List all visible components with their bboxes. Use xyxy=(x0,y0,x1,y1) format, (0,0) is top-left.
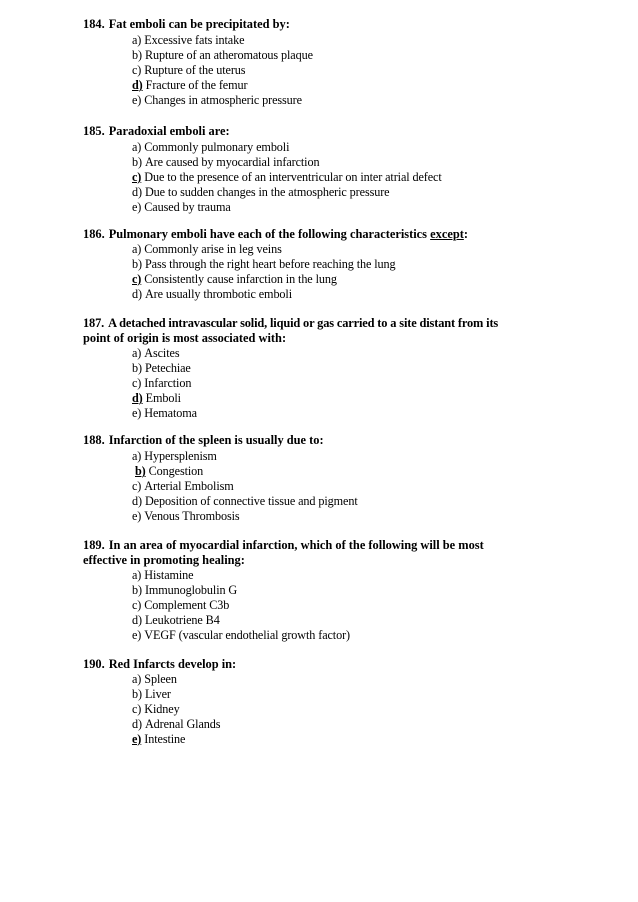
option-a xyxy=(132,346,179,361)
option-text: Are usually thrombotic emboli xyxy=(144,287,292,301)
option-letter: a) xyxy=(132,33,142,47)
question-text: Pulmonary emboli have each of the following characteristics xyxy=(108,227,428,241)
option-text: Infarction xyxy=(144,376,192,390)
option-e xyxy=(132,509,240,524)
question-stem-continued xyxy=(83,331,545,346)
option-d xyxy=(132,391,181,406)
option-c xyxy=(132,170,442,185)
option-letter: e) xyxy=(132,200,142,214)
correct-answer-marker: e) xyxy=(132,732,142,746)
option-c xyxy=(132,598,229,613)
option-a xyxy=(132,672,177,687)
question-number: 188. xyxy=(83,433,105,447)
option-text: Changes in atmospheric pressure xyxy=(144,93,302,107)
option-c xyxy=(132,272,337,287)
option-text: Commonly arise in leg veins xyxy=(144,242,282,256)
question-text: Infarction of the spleen is usually due to: xyxy=(108,433,324,447)
option-text: Ascites xyxy=(144,346,180,360)
option-text: Deposition of connective tissue and pigment xyxy=(144,494,358,508)
option-e xyxy=(132,93,302,108)
correct-answer-marker: c) xyxy=(132,272,142,286)
option-text: Pass through the right heart before reaching the lung xyxy=(144,257,396,271)
option-c xyxy=(132,63,245,78)
question-number: 185. xyxy=(83,124,105,138)
option-text: Emboli xyxy=(145,391,181,405)
question-keyword: except xyxy=(430,227,464,241)
option-text: Excessive fats intake xyxy=(144,33,245,47)
option-text: Consistently cause infarction in the lung xyxy=(144,272,337,286)
option-text: Arterial Embolism xyxy=(144,479,234,493)
option-b xyxy=(132,361,191,376)
correct-answer-marker: d) xyxy=(132,391,143,405)
option-b xyxy=(135,464,203,479)
option-d xyxy=(132,717,220,732)
option-text: Spleen xyxy=(144,672,177,686)
question-stem xyxy=(83,433,545,448)
option-text: Hypersplenism xyxy=(144,449,217,463)
option-d xyxy=(132,287,292,302)
question-stem xyxy=(83,124,545,139)
question-text: A detached intravascular solid, liquid or gas carried to a site distant from its xyxy=(108,316,499,330)
option-b xyxy=(132,48,313,63)
option-d xyxy=(132,494,358,509)
option-letter: d) xyxy=(132,494,142,508)
option-text: Fracture of the femur xyxy=(145,78,248,92)
option-b xyxy=(132,155,319,170)
question-text: point of origin is most associated with: xyxy=(83,331,287,345)
option-a xyxy=(132,140,289,155)
option-text: Adrenal Glands xyxy=(144,717,221,731)
option-letter: c) xyxy=(132,702,142,716)
option-text: Venous Thrombosis xyxy=(144,509,240,523)
option-text: Due to the presence of an interventricular on inter atrial defect xyxy=(144,170,442,184)
question-number: 187. xyxy=(83,316,105,330)
option-text: Leukotriene B4 xyxy=(144,613,220,627)
option-text: Rupture of an atheromatous plaque xyxy=(144,48,313,62)
option-letter: b) xyxy=(132,257,142,271)
option-text: Petechiae xyxy=(144,361,191,375)
option-text: Complement C3b xyxy=(144,598,230,612)
option-letter: a) xyxy=(132,346,142,360)
option-letter: c) xyxy=(132,376,142,390)
question-number: 186. xyxy=(83,227,105,241)
correct-answer-marker: c) xyxy=(132,170,142,184)
option-b xyxy=(132,257,396,272)
option-letter: d) xyxy=(132,287,142,301)
question-stem xyxy=(83,17,545,32)
option-letter: b) xyxy=(132,155,142,169)
correct-answer-marker: b) xyxy=(135,464,146,478)
option-letter: c) xyxy=(132,479,142,493)
option-text: Caused by trauma xyxy=(144,200,231,214)
option-a xyxy=(132,568,193,583)
option-letter: b) xyxy=(132,687,142,701)
option-c xyxy=(132,479,234,494)
option-e xyxy=(132,406,197,421)
option-text: Are caused by myocardial infarction xyxy=(144,155,320,169)
option-letter: a) xyxy=(132,449,142,463)
option-text: Liver xyxy=(144,687,171,701)
option-text: Commonly pulmonary emboli xyxy=(144,140,290,154)
option-letter: b) xyxy=(132,361,142,375)
option-c xyxy=(132,702,180,717)
question-text: Paradoxial emboli are: xyxy=(108,124,230,138)
option-letter: a) xyxy=(132,568,142,582)
option-letter: d) xyxy=(132,185,142,199)
question-text: In an area of myocardial infarction, which of the following will be most xyxy=(108,538,484,552)
question-stem-continued xyxy=(83,553,545,568)
question-number: 184. xyxy=(83,17,105,31)
question-stem xyxy=(83,657,545,672)
option-e xyxy=(132,628,350,643)
option-letter: a) xyxy=(132,672,142,686)
option-letter: c) xyxy=(132,63,142,77)
option-letter: e) xyxy=(132,509,142,523)
option-letter: d) xyxy=(132,717,142,731)
option-letter: a) xyxy=(132,140,142,154)
option-letter: e) xyxy=(132,406,142,420)
option-e xyxy=(132,732,185,747)
correct-answer-marker: d) xyxy=(132,78,143,92)
option-text: Rupture of the uterus xyxy=(144,63,246,77)
option-letter: c) xyxy=(132,598,142,612)
option-text: Kidney xyxy=(144,702,180,716)
option-letter: b) xyxy=(132,583,142,597)
question-stem xyxy=(83,538,545,553)
question-text: effective in promoting healing: xyxy=(83,553,245,567)
option-b xyxy=(132,687,171,702)
question-text-end: : xyxy=(463,227,468,241)
option-letter: b) xyxy=(132,48,142,62)
option-letter: e) xyxy=(132,93,142,107)
option-d xyxy=(132,78,247,93)
question-number: 190. xyxy=(83,657,105,671)
option-letter: a) xyxy=(132,242,142,256)
option-d xyxy=(132,185,390,200)
question-text: Red Infarcts develop in: xyxy=(108,657,237,671)
option-text: Histamine xyxy=(144,568,194,582)
option-text: Immunoglobulin G xyxy=(144,583,238,597)
option-text: Congestion xyxy=(148,464,204,478)
option-text: Due to sudden changes in the atmospheric pressure xyxy=(144,185,390,199)
option-c xyxy=(132,376,191,391)
option-d xyxy=(132,613,220,628)
question-stem xyxy=(83,316,545,331)
option-a xyxy=(132,242,282,257)
question-stem xyxy=(83,227,545,242)
option-e xyxy=(132,200,231,215)
question-text: Fat emboli can be precipitated by: xyxy=(108,17,290,31)
option-text: VEGF (vascular endothelial growth factor) xyxy=(144,628,351,642)
option-a xyxy=(132,33,244,48)
option-b xyxy=(132,583,237,598)
question-number: 189. xyxy=(83,538,105,552)
option-letter: d) xyxy=(132,613,142,627)
option-letter: e) xyxy=(132,628,142,642)
option-text: Hematoma xyxy=(144,406,197,420)
option-text: Intestine xyxy=(144,732,186,746)
option-a xyxy=(132,449,217,464)
